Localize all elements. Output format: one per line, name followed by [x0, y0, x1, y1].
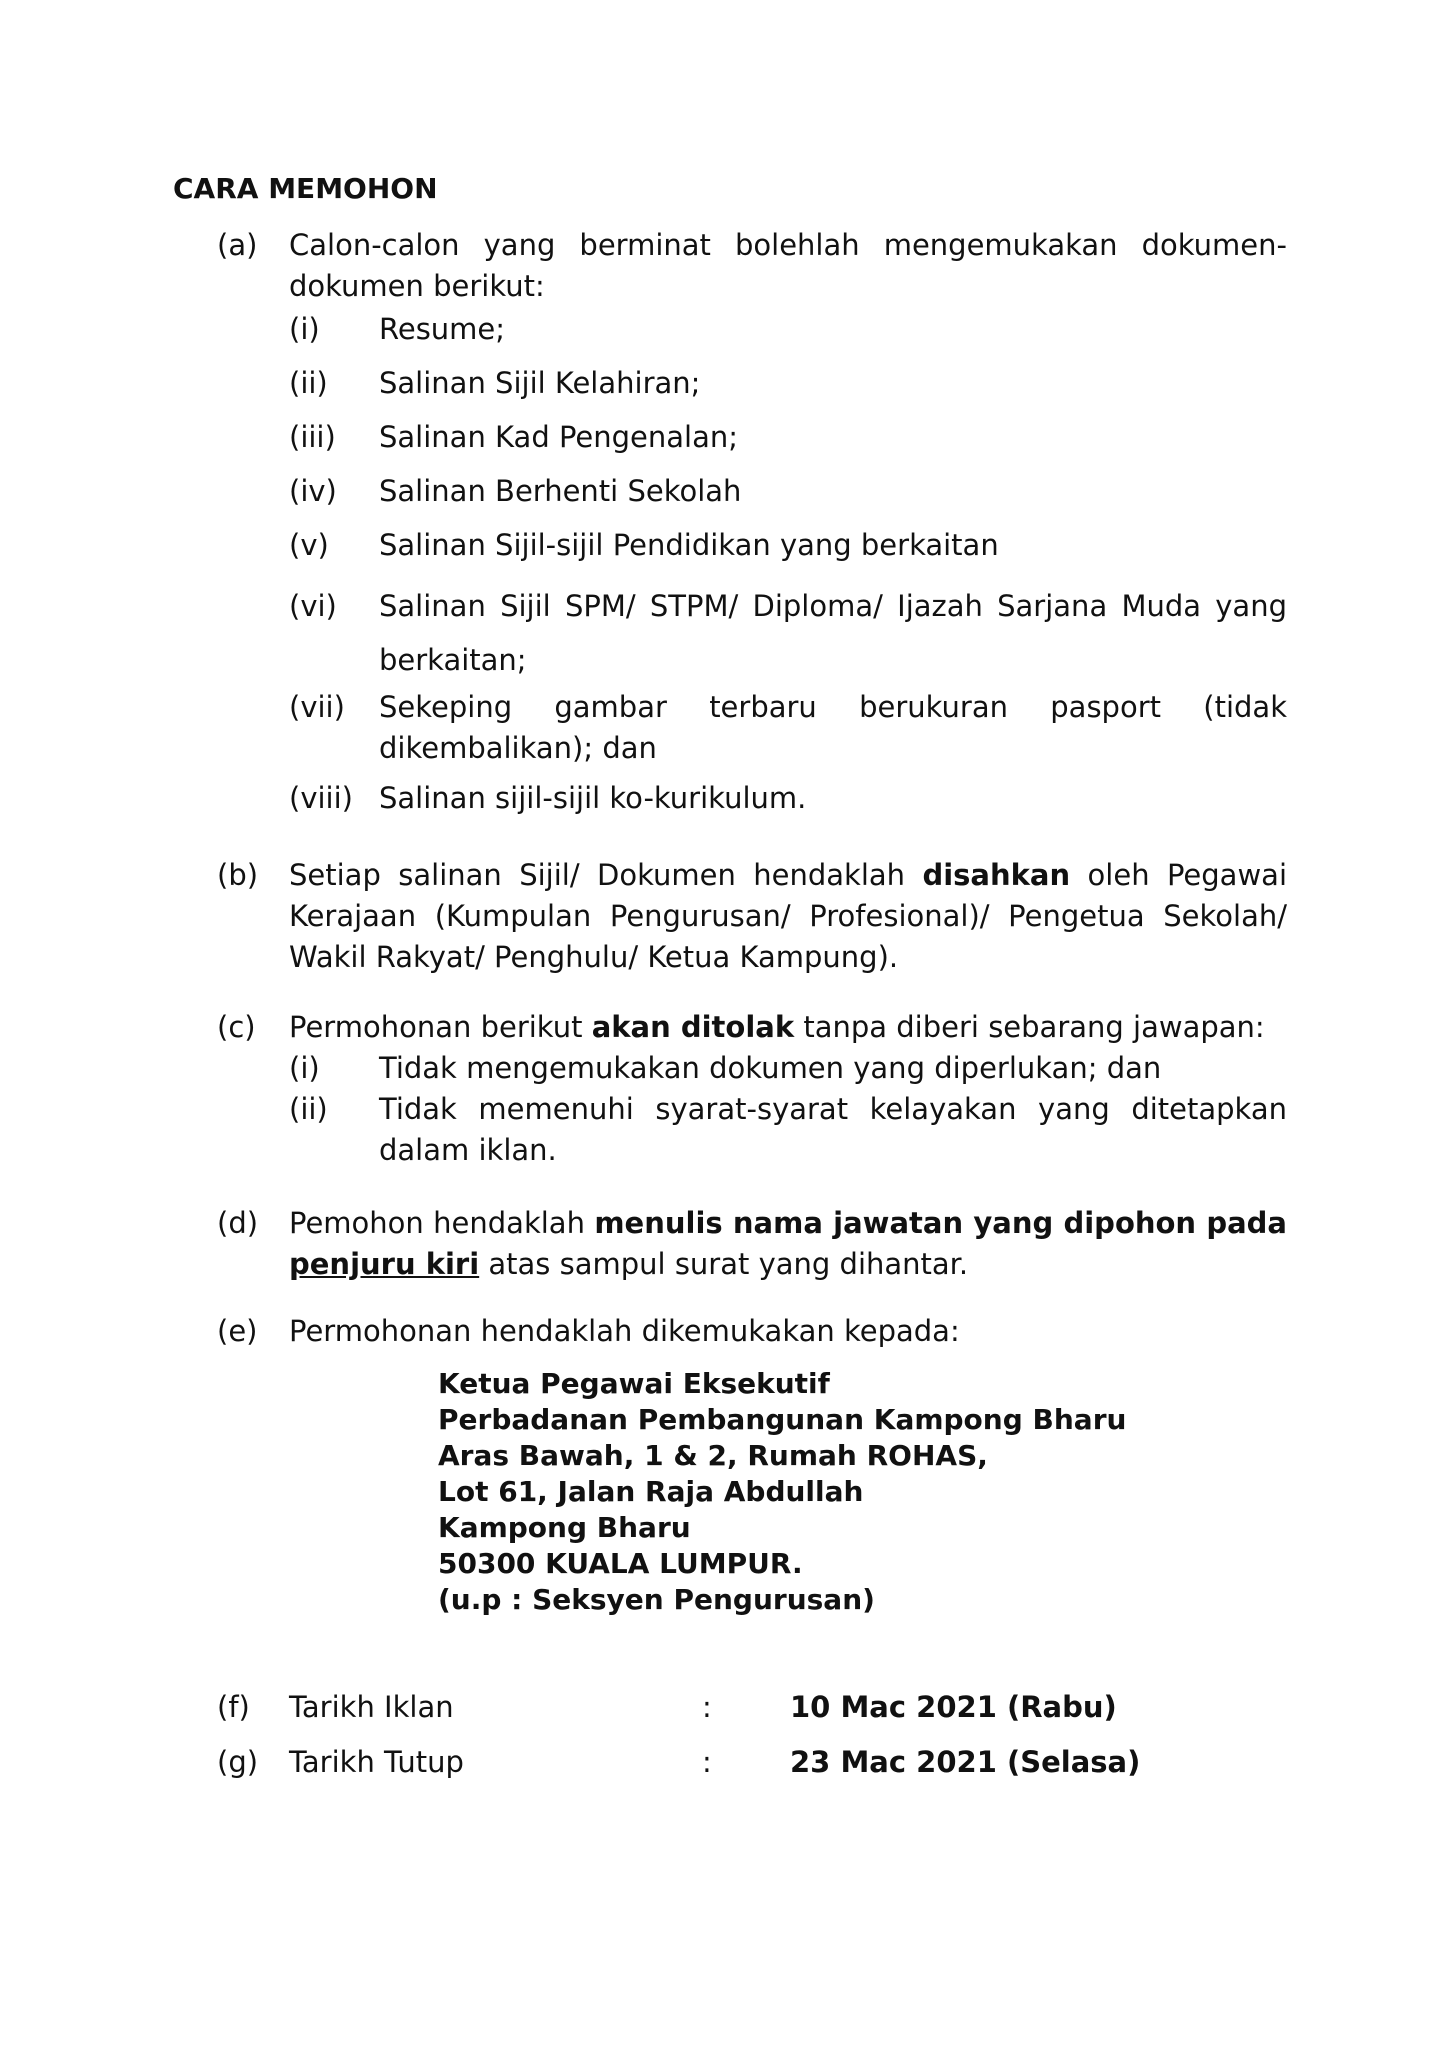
- item-e-text: Permohonan hendaklah dikemukakan kepada:: [289, 1314, 960, 1348]
- item-b-text: Setiap salinan Sijil/ Dokumen hendaklah disahkan oleh Pegawai Kerajaan (Kumpulan Pengurusan/ Profesional)/ Pengetua Sekolah/ Wakil Rakyat/ Penghulu/ Ketua Kampung).: [289, 858, 1287, 974]
- address-block: [438, 1366, 1126, 1618]
- section-heading: CARA MEMOHON: [173, 172, 438, 205]
- item-c: [217, 1007, 1287, 1171]
- sub-item-label: (iv): [289, 474, 337, 508]
- address-line: Ketua Pegawai Eksekutif: [438, 1367, 830, 1400]
- item-g-label: (g): [217, 1745, 259, 1779]
- sub-item: [289, 1048, 1287, 1089]
- advert-date-value: 10 Mac 2021 (Rabu): [790, 1690, 1117, 1724]
- address-line: 50300 KUALA LUMPUR.: [438, 1547, 803, 1580]
- item-d-text: Pemohon hendaklah menulis nama jawatan yang dipohon pada penjuru kiri atas sampul surat yang dihantar.: [289, 1206, 1287, 1281]
- closing-date-key: Tarikh Tutup: [289, 1745, 464, 1779]
- sub-item: [289, 778, 1287, 819]
- sub-item-text: Salinan Sijil-sijil Pendidikan yang berkaitan: [379, 528, 999, 562]
- sub-item-text: Sekeping gambar terbaru berukuran pasport (tidak dikembalikan); dan: [379, 690, 1287, 765]
- item-f-label: (f): [217, 1690, 250, 1724]
- sub-item-text: Salinan Berhenti Sekolah: [379, 474, 742, 508]
- sub-item-text: Salinan Sijil SPM/ STPM/ Diploma/ Ijazah Sarjana Muda yang berkaitan;: [379, 589, 1287, 677]
- sub-item: [289, 1089, 1287, 1171]
- sub-item-text: Tidak mengemukakan dokumen yang diperlukan; dan: [379, 1051, 1162, 1085]
- sub-item-label: (vii): [289, 690, 345, 724]
- sub-item: [289, 687, 1287, 769]
- sub-item-label: (i): [289, 1051, 320, 1085]
- sub-item: [289, 579, 1287, 687]
- sub-item: [289, 309, 1287, 350]
- sub-item-text: Resume;: [379, 312, 506, 346]
- sub-item-text: Salinan Kad Pengenalan;: [379, 420, 739, 454]
- sub-item-label: (v): [289, 528, 329, 562]
- sub-item-label: (vi): [289, 589, 337, 623]
- item-d-label: (d): [217, 1206, 259, 1240]
- item-e: [217, 1311, 1287, 1352]
- item-e-label: (e): [217, 1314, 258, 1348]
- sub-item-text: Tidak memenuhi syarat-syarat kelayakan yang ditetapkan dalam iklan.: [379, 1092, 1287, 1167]
- item-c-text: Permohonan berikut akan ditolak tanpa diberi sebarang jawapan:: [289, 1010, 1265, 1044]
- item-a-label: (a): [217, 228, 258, 262]
- address-line: Perbadanan Pembangunan Kampong Bharu: [438, 1403, 1127, 1436]
- item-b-label: (b): [217, 858, 259, 892]
- sub-item-label: (iii): [289, 420, 336, 454]
- address-line: Lot 61, Jalan Raja Abdullah: [438, 1475, 864, 1508]
- item-a: [217, 225, 1287, 819]
- item-d: [217, 1203, 1287, 1285]
- closing-date-value: 23 Mac 2021 (Selasa): [790, 1745, 1141, 1779]
- sub-item: [289, 471, 1287, 512]
- sub-item-text: Salinan sijil-sijil ko-kurikulum.: [379, 781, 807, 815]
- address-line: Kampong Bharu: [438, 1511, 691, 1544]
- sub-item: [289, 525, 1287, 566]
- sub-item-label: (ii): [289, 1092, 328, 1126]
- item-c-label: (c): [217, 1010, 256, 1044]
- item-b: [217, 855, 1287, 978]
- advert-date-key: Tarikh Iklan: [289, 1690, 454, 1724]
- colon: :: [702, 1745, 712, 1779]
- sub-item: [289, 363, 1287, 404]
- colon: :: [702, 1690, 712, 1724]
- address-line: (u.p : Seksyen Pengurusan): [438, 1583, 875, 1616]
- address-line: Aras Bawah, 1 & 2, Rumah ROHAS,: [438, 1439, 988, 1472]
- sub-item: [289, 417, 1287, 458]
- sub-item-label: (viii): [289, 781, 353, 815]
- item-f: [217, 1690, 1317, 1734]
- item-g: [217, 1745, 1317, 1789]
- sub-item-label: (ii): [289, 366, 328, 400]
- sub-item-label: (i): [289, 312, 320, 346]
- sub-item-text: Salinan Sijil Kelahiran;: [379, 366, 701, 400]
- item-a-text: Calon-calon yang berminat bolehlah mengemukakan dokumen-dokumen berikut:: [289, 228, 1287, 303]
